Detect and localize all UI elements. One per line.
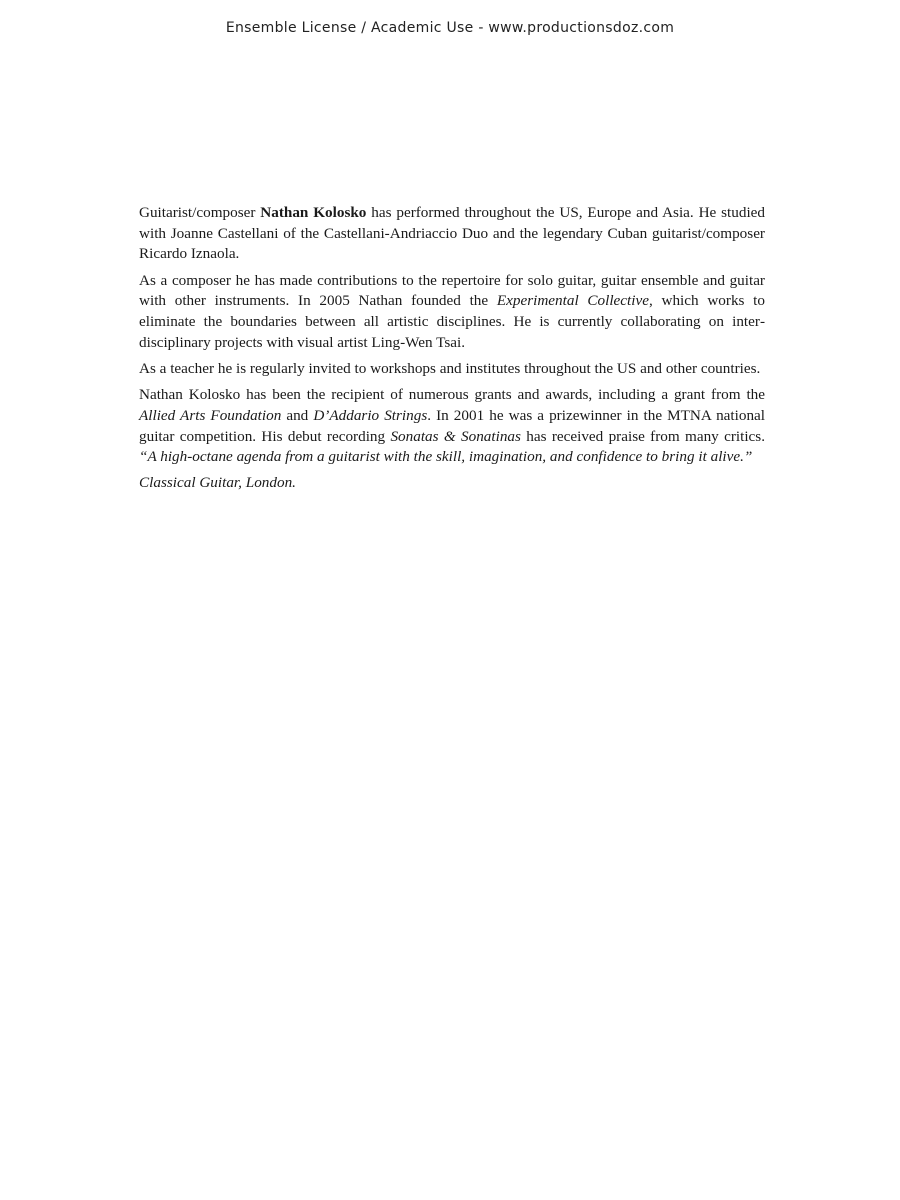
quote-source: Classical Guitar, London. <box>139 474 296 492</box>
bio-paragraph-performer <box>139 203 765 265</box>
bio-text: and <box>281 406 314 424</box>
bio-text: has performed throughout the US, Europe and Asia. He studied with Joanne Castellani of the Castellani-Andriaccio Duo and the legendary Cuban guitarist/composer Ricardo Iznaola. <box>139 204 765 263</box>
bio-text: Guitarist/composer <box>139 204 261 221</box>
license-header: Ensemble License / Academic Use - www.productionsdoz.com <box>225 20 675 36</box>
biography <box>139 203 765 500</box>
bio-text: As a composer he has made contributions to the repertoire for solo guitar, guitar ensemble and guitar with other instruments. In 2005 Nathan founded the <box>139 271 765 310</box>
foundation-name: Allied Arts Foundation <box>139 406 282 424</box>
sponsor-name: D’Addario Strings <box>313 406 428 424</box>
ensemble-name: Experimental Collective <box>496 292 649 310</box>
review-quote: “A high-octane agenda from a guitarist with the skill, imagination, and confidence to bring it alive.” <box>139 448 753 466</box>
album-title: Sonatas & Sonatinas <box>390 427 521 445</box>
bio-text: Nathan Kolosko has been the recipient of numerous grants and awards, including a grant from the <box>139 386 765 404</box>
bio-text: has received praise from many critics. <box>520 427 765 445</box>
artist-name: Nathan Kolosko <box>260 204 367 221</box>
bio-paragraph-source <box>139 473 765 494</box>
bio-text: , which works to eliminate the boundaries between all artistic disciplines. He is currently collaborating on interdisciplinary projects with visual artist Ling-Wen Tsai. <box>139 292 765 351</box>
bio-paragraph-composer <box>139 271 765 354</box>
bio-text: As a teacher he is regularly invited to workshops and institutes throughout the US and other countries. <box>139 359 761 377</box>
bio-paragraph-teacher <box>139 359 765 380</box>
bio-text: . In 2001 he was a prizewinner in the MTNA national guitar competition. His debut recording <box>139 406 765 445</box>
bio-paragraph-awards <box>139 385 765 468</box>
